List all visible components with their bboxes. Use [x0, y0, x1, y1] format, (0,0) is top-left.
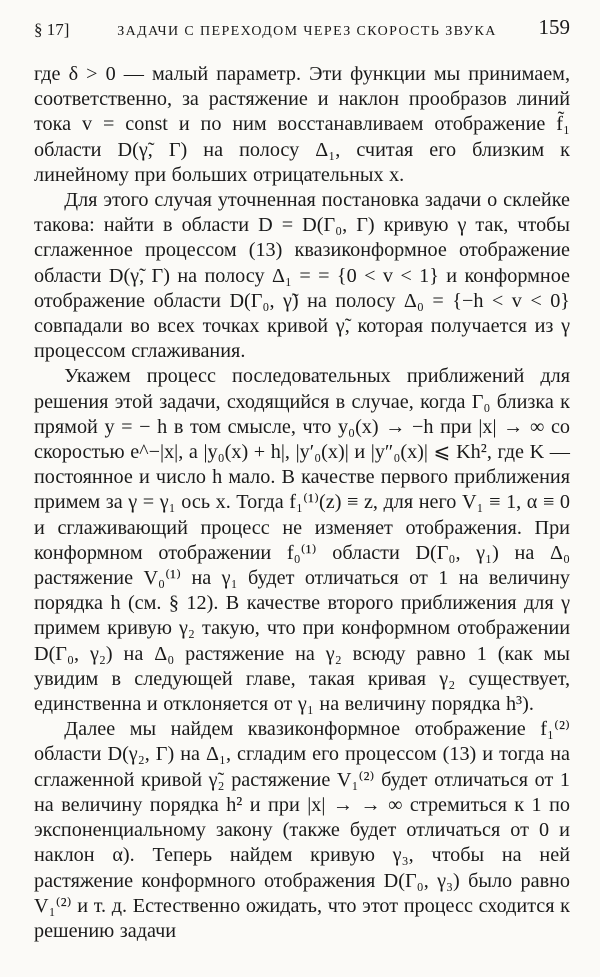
paragraph-2: Для этого случая уточненная постановка задачи о склейке такова: найти в области D = D(Γ₀, Γ) кривую γ так, чтобы сглаженное процессом (13) квазиконформное отображение области D(γ̃, Γ) на полосу Δ₁ = = {0 < v < 1} и конформное отображение области D(Γ₀, γ̃) на полосу Δ₀ = {−h < v < 0} совпадали во всех точках кривой γ̃, которая получается из γ процессом сглаживания. — [34, 189, 570, 363]
paragraph-4: Далее мы найдем квазиконформное отображение f₁⁽²⁾ области D(γ₂, Γ) на Δ₁, сгладим его процессом (13) и тогда на сглаженной кривой γ̃₂ растяжение V₁⁽²⁾ будет отличаться от 1 на величину порядка h² и при |x| → → ∞ стремиться к 1 по экспоненциальному закону (также будет отличаться от 0 и наклон α). Теперь найдем кривую γ₃, чтобы на ней растяжение конформного отображения D(Γ₀, γ₃) было равно V₁⁽²⁾ и т. д. Естественно ожидать, что этот процесс сходится к решению задачи — [34, 718, 570, 942]
page-number: 159 — [538, 15, 570, 39]
running-header — [34, 0, 570, 46]
page-body — [34, 62, 570, 944]
paragraph-1: где δ > 0 — малый параметр. Эти функции мы принимаем, соответственно, за растяжение и наклон прообразов линий тока v = const и по ним восстанавливаем отображение f̃₁ области D(γ̃, Γ) на полосу Δ₁, считая его близким к линейному при больших отрицательных x. — [34, 63, 570, 186]
running-title: ЗАДАЧИ С ПЕРЕХОДОМ ЧЕРЕЗ СКОРОСТЬ ЗВУКА — [117, 24, 497, 39]
section-reference: § 17] — [34, 20, 70, 39]
paragraph-3: Укажем процесс последовательных приближений для решения этой задачи, сходящийся в случае, когда Γ₀ близка к прямой y = − h в том смысле, что y₀(x) → −h при |x| → ∞ со скоростью e^−|x|, а |y₀(x) + h|, |y′₀(x)| и |y″₀(x)| ⩽ Kh², где K — постоянное и число h мало. В качестве первого приближения примем за γ = γ₁ ось x. Тогда f₁⁽¹⁾(z) ≡ z, для него V₁ ≡ 1, α ≡ 0 и сглаживающий процесс не изменяет отображения. При конформном отображении f₀⁽¹⁾ области D(Γ₀, γ₁) на Δ₀ растяжение V₀⁽¹⁾ на γ₁ будет отличаться от 1 на величину порядка h (см. § 12). В качестве второго приближения для γ примем кривую γ₂ такую, что при конформном отображении D(Γ₀, γ₂) на Δ₀ растяжение на γ₂ всюду равно 1 (как мы увидим в следующей главе, такая кривая γ₂ существует, единственна и отклоняется от γ₁ на величину порядка h³). — [34, 365, 570, 716]
